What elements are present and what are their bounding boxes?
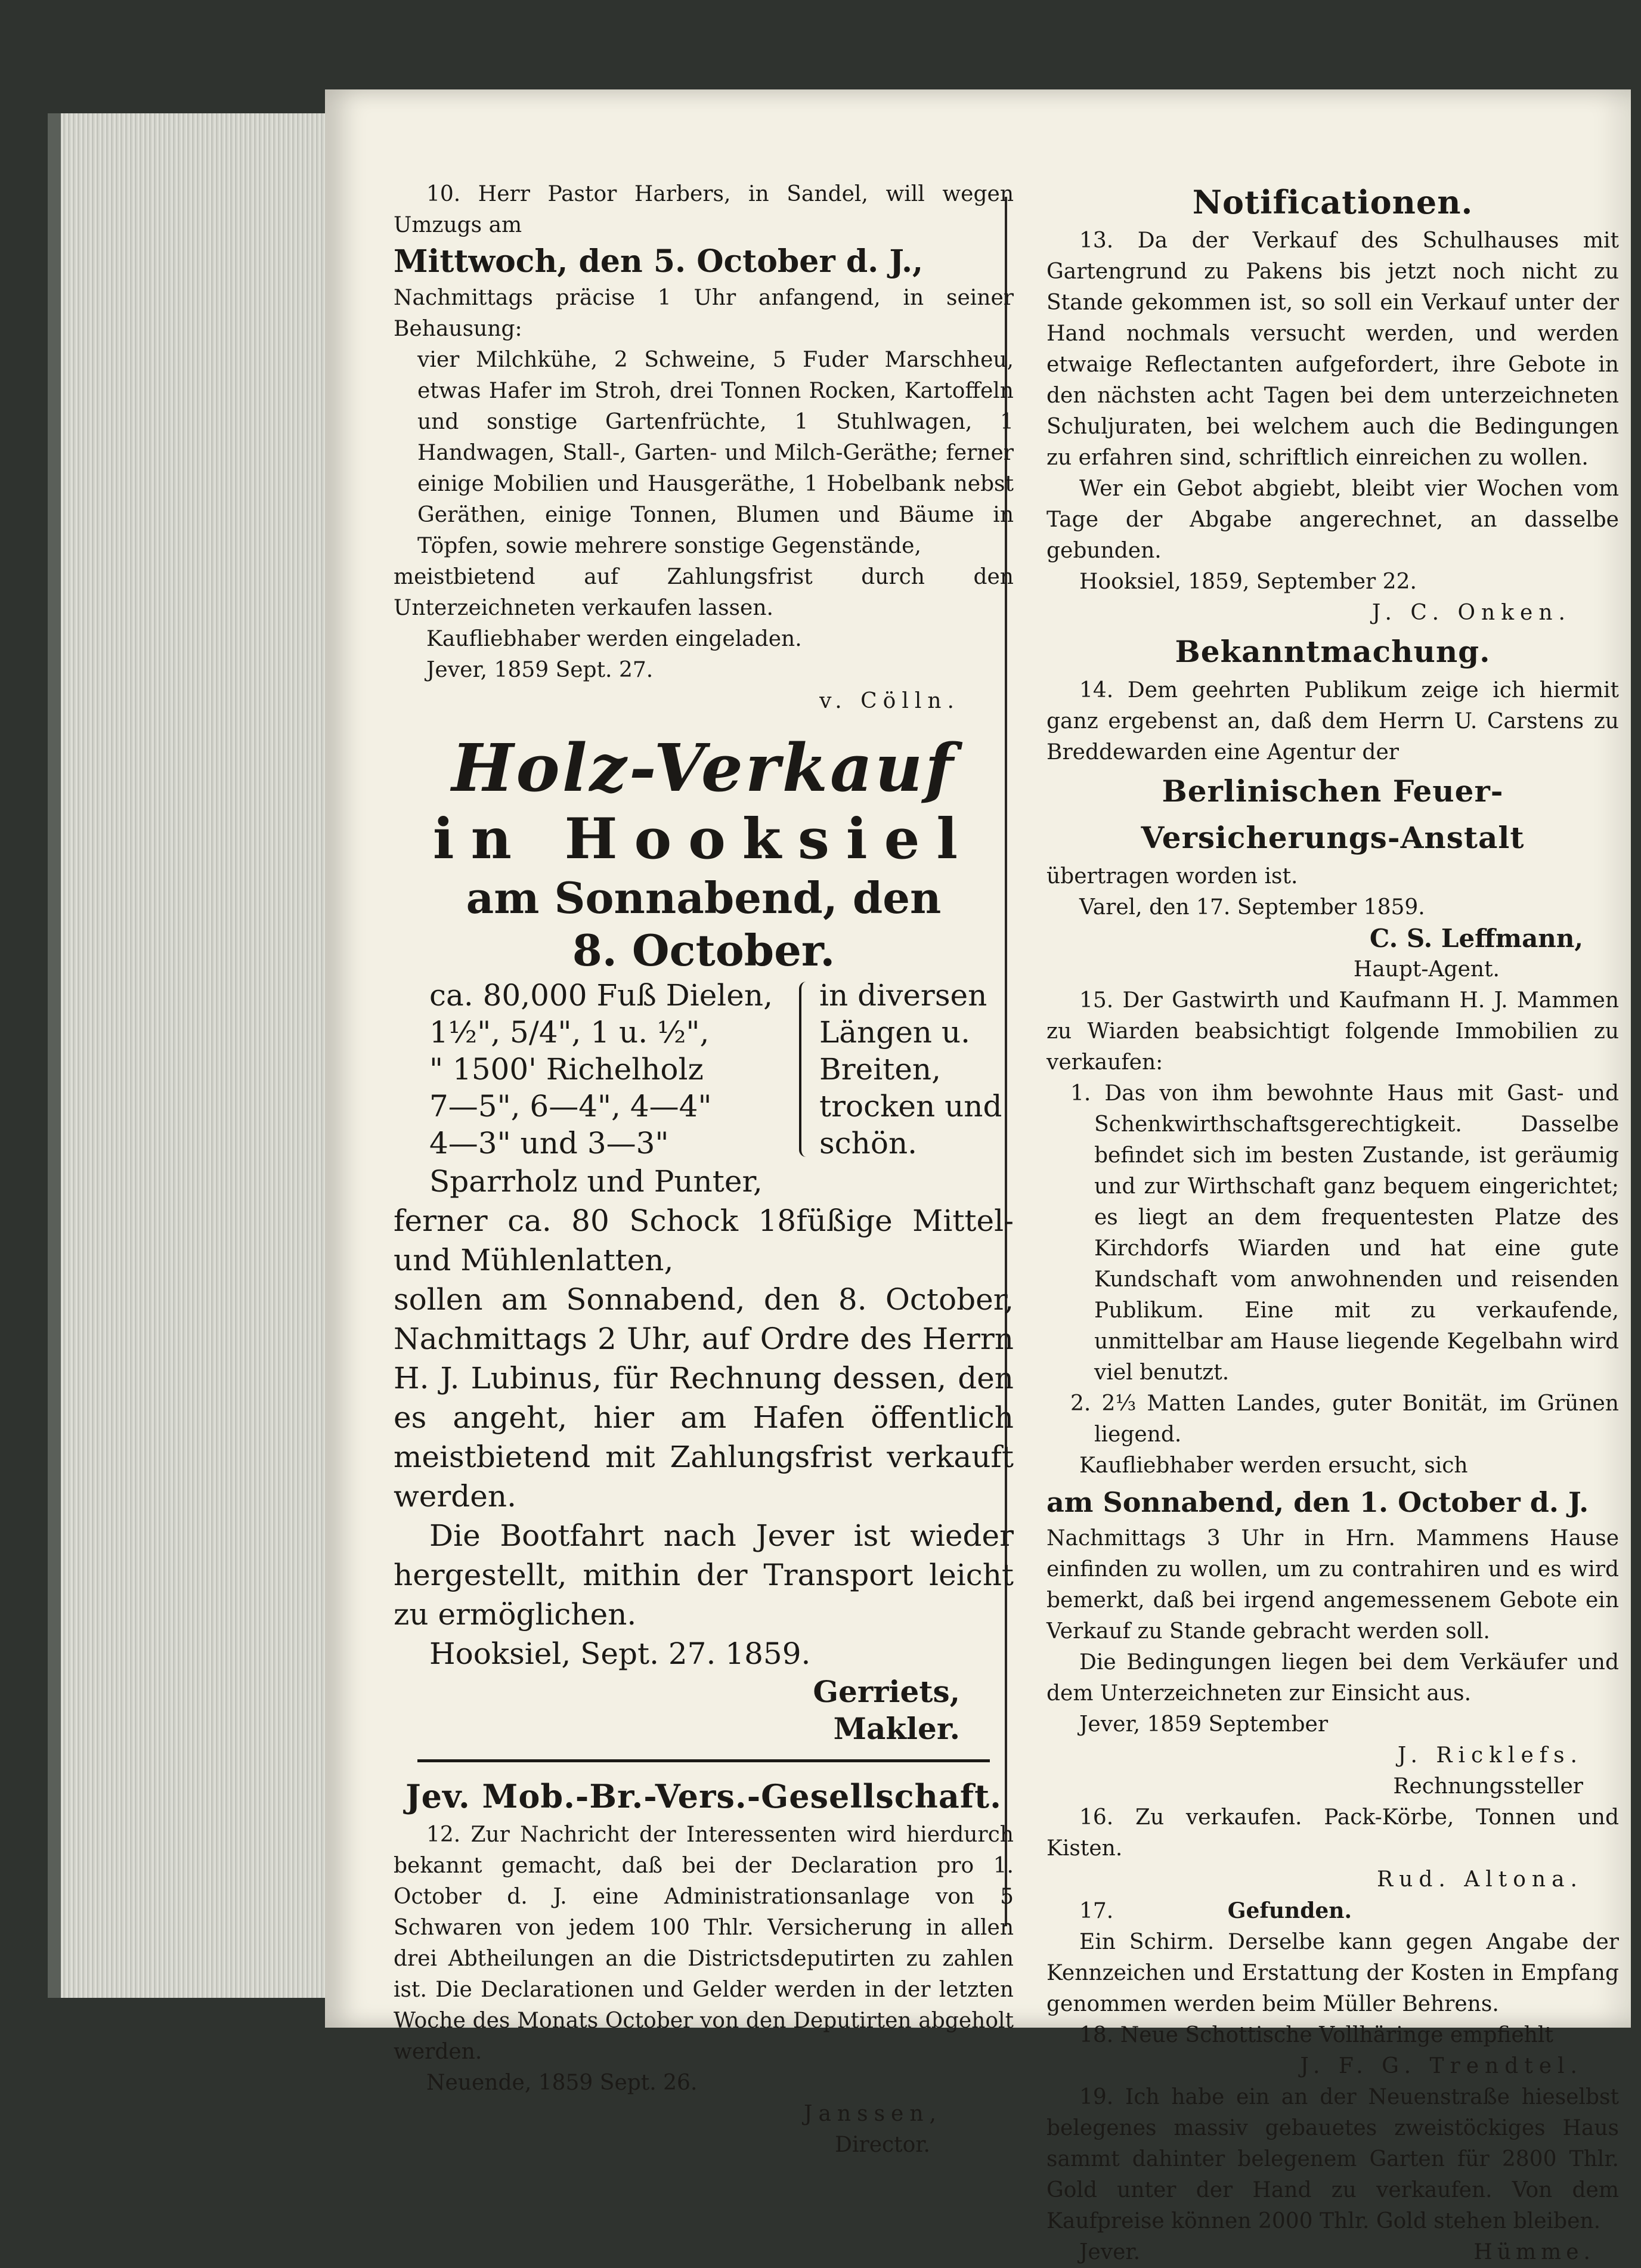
notice-16-body: 16. Zu verkaufen. Pack-Körbe, Tonnen und Kisten. (1046, 1805, 1619, 1861)
book-page-edges (48, 113, 341, 1998)
timber-text-3: sollen am Sonnabend, den 8. October, Nachmittags 2 Uhr, auf Ordre des Herrn H. J. Lubinus, für Rechnung dessen, den es angeht, hier am Hafen öffentlich meistbietend mit Zahlungsfrist verkauft werden. (394, 1282, 1014, 1514)
notice-13-signature: J. C. Onken. (1371, 601, 1571, 625)
notice-13-place-date: Hooksiel, 1859, September 22. (1079, 570, 1417, 594)
timber-signature: Gerriets, (813, 1674, 960, 1709)
notice-15-text-2: Nachmittags 3 Uhr in Hrn. Mammens Hause einfinden zu wollen, um zu contrahiren und es wird bemerkt, daß bei irgend angemessenem Gebote ein Verkauf zu Stande gebracht werden soll. (1046, 1526, 1619, 1644)
notice-14 (1046, 629, 1619, 985)
notice-14-body: 14. Dem geehrten Publikum zeige ich hiermit ganz ergebenst an, daß dem Herrn U. Carstens zu Breddewarden eine Agentur der (1046, 678, 1619, 765)
timber-item: ca. 80,000 Fuß Dielen, (429, 978, 773, 1013)
notice-10-text-2: meistbietend auf Zahlungsfrist durch den Unterzeichneten verkaufen lassen. (394, 565, 1014, 620)
timber-desc: Längen u. (819, 1015, 971, 1050)
timber-sale-date: 8. October. (572, 925, 835, 976)
notice-10-intro: 10. Herr Pastor Harbers, in Sandel, will wegen Umzugs am (394, 182, 1014, 237)
right-column (1046, 179, 1619, 2268)
notice-13-body: 13. Da der Verkauf des Schulhauses mit Gartengrund zu Pakens bis jetzt noch nicht zu Stande gekommen ist, so soll ein Verkauf unter der Hand nochmals versucht werden, und werden etwaige Reflectanten aufgefordert, ihre Gebote in den nächsten acht Tagen bei dem unterzeichneten Schuljuraten, bei welchem auch die Bedingungen zu erfahren sind, schriftlich einreichen zu wollen. (1046, 228, 1619, 470)
notice-10-date: Mittwoch, den 5. October d. J., (394, 243, 924, 280)
notice-12-signature: Janssen, (804, 2102, 942, 2126)
notice-10-place-date: Jever, 1859 Sept. 27. (426, 658, 654, 682)
notice-16 (1046, 1802, 1619, 1895)
notice-13-text-2: Wer ein Gebot abgiebt, bleibt vier Wochen vom Tage der Abgabe angerechnet, an dasselbe gebunden. (1046, 477, 1619, 563)
notice-19-footer (1046, 2237, 1619, 2268)
timber-desc: Breiten, (819, 1052, 942, 1087)
notice-17-header (1046, 1895, 1619, 1927)
notice-14-text-2: übertragen worden ist. (1046, 864, 1298, 889)
left-column (394, 179, 1014, 2161)
notice-15-intro: 15. Der Gastwirth und Kaufmann H. J. Mammen zu Wiarden beabsichtigt folgende Immobilien zu verkaufen: (1046, 988, 1619, 1075)
notice-15 (1046, 985, 1619, 1802)
notice-18 (1046, 2020, 1619, 2082)
notice-12-heading: Jev. Mob.-Br.-Vers.-Gesellschaft. (405, 1777, 1002, 1815)
notice-10-text: Nachmittags präcise 1 Uhr anfangend, in seiner Behausung: (394, 286, 1014, 341)
curly-brace (799, 982, 813, 1157)
notice-10-signature: v. Cölln. (819, 689, 960, 713)
notice-14-signature: C. S. Leffmann, (1369, 924, 1583, 953)
timber-sale-day: am Sonnabend, den (466, 872, 942, 923)
notice-15-place-date: Jever, 1859 September (1079, 1712, 1329, 1737)
notice-15-date: am Sonnabend, den 1. October d. J. (1046, 1486, 1589, 1518)
timber-desc: trocken und (819, 1089, 1002, 1124)
notice-17-heading: Gefunden. (1227, 1898, 1352, 1923)
newspaper-page (325, 89, 1631, 2264)
notice-18-signature: J. F. G. Trendtel. (1300, 2054, 1583, 2078)
timber-desc: schön. (819, 1126, 918, 1161)
timber-place-date: Hooksiel, Sept. 27. 1859. (429, 1636, 811, 1671)
notice-10-items: vier Milchkühe, 2 Schweine, 5 Fuder Marschheu, etwas Hafer im Stroh, drei Tonnen Rocken, Kartoffeln und sonstige Gartenfrüchte, 1 Stuhlwagen, 1 Handwagen, Stall-, Garten- und Milch-Geräthe; ferner einige Mobilien und Hausgeräthe, 1 Hobelbank nebst Geräthen, einige Tonnen, Blumen und Bäume in Töpfen, sowie mehrere sonstige Gegenstände, (417, 348, 1014, 558)
timber-item: 7—5", 6—4", 4—4" (429, 1089, 712, 1124)
notice-12-body: 12. Zur Nachricht der Interessenten wird hierdurch bekannt gemacht, daß bei der Declaration pro 1. October d. J. eine Administrationsanlage von 5 Schwaren von jedem 100 Thlr. Versicherung in allen drei Abtheilungen an die Districtsdeputirten zu zahlen ist. Die Declarationen und Gelder werden in der letzten Woche des Monats October von den Deputirten abgeholt werden. (394, 1823, 1014, 2064)
timber-desc: in diversen (819, 978, 987, 1013)
timber-sale-title: Holz-Verkauf (451, 729, 956, 806)
notice-14-signature-title: Haupt-Agent. (1353, 957, 1500, 982)
notice-15-signature-title: Rechnungssteller (1393, 1774, 1583, 1799)
notice-12-place-date: Neuende, 1859 Sept. 26. (426, 2071, 698, 2095)
timber-item: 4—3" und 3—3" (429, 1126, 669, 1161)
timber-text-1: Sparrholz und Punter, (429, 1164, 763, 1199)
notice-17-number: 17. (1079, 1899, 1114, 1923)
notice-19-body: 19. Ich habe ein an der Neuenstraße hieselbst belegenes massiv gebauetes zweistöckiges Haus sammt dahinter belegenem Garten für 2800 Thlr. Gold unter der Hand zu verkaufen. Von dem Kaufpreise können 2000 Thlr. Gold stehen bleiben. (1046, 2085, 1619, 2233)
notice-17 (1046, 1895, 1619, 2020)
notice-13 (1046, 225, 1619, 629)
timber-sale-place: in Hooksiel (432, 806, 975, 872)
timber-signature-title: Makler. (833, 1711, 960, 1746)
timber-text-2: ferner ca. 80 Schock 18füßige Mittel- und Mühlenlatten, (394, 1203, 1014, 1277)
notice-15-text-1: Kaufliebhaber werden ersucht, sich (1079, 1453, 1468, 1478)
timber-item: 1½", 5/4", 1 u. ½", (429, 1015, 710, 1050)
notice-10-text-3: Kaufliebhaber werden eingeladen. (426, 627, 802, 651)
notice-11-timber-sale (394, 730, 1014, 1747)
notice-15-text-3: Die Bedingungen liegen bei dem Verkäufer und dem Unterzeichneten zur Einsicht aus. (1046, 1650, 1619, 1706)
notice-16-signature: Rud. Altona. (1377, 1867, 1583, 1892)
timber-list (394, 977, 1014, 1162)
notice-15-signature: J. Ricklefs. (1397, 1743, 1583, 1768)
notice-14-company: Berlinischen Feuer-Versicherungs-Anstalt (1141, 773, 1525, 855)
timber-list-description (819, 977, 1014, 1162)
notice-12-signature-title: Director. (835, 2133, 930, 2157)
notice-19 (1046, 2082, 1619, 2268)
timber-item: " 1500' Richelholz (429, 1052, 704, 1087)
notice-17-body: Ein Schirm. Derselbe kann gegen Angabe der Kennzeichen und Erstattung der Kosten in Empfang genommen werden beim Müller Behrens. (1046, 1930, 1619, 2016)
notice-10 (394, 179, 1014, 717)
notice-18-body: 18. Neue Schottische Vollhäringe empfiehlt (1079, 2023, 1553, 2047)
timber-list-items (429, 977, 799, 1162)
section-rule (417, 1759, 990, 1762)
timber-text-4: Die Bootfahrt nach Jever ist wieder hergestellt, mithin der Transport leicht zu ermöglichen. (394, 1518, 1014, 1632)
notice-14-heading: Bekanntmachung. (1175, 634, 1491, 669)
notice-19-signature: Hümme. (1473, 2240, 1595, 2264)
notice-19-place: Jever. (1079, 2240, 1141, 2264)
notice-12 (394, 1773, 1014, 2161)
notifications-heading: Notificationen. (1192, 183, 1473, 221)
notice-15-item-1: 1. Das von ihm bewohnte Haus mit Gast- und Schenkwirthschaftsgerechtigkeit. Dasselbe befindet sich im besten Zustande, ist geräumig und zur Wirthschaft ganz bequem eingerichtet; es liegt an dem frequentesten Platze des Kirchdorfs Wiarden und hat eine gute Kundschaft vom anwohnenden und reisenden Publikum. Eine mit zu verkaufende, unmittelbar am Hause liegende Kegelbahn wird viel benutzt. (1070, 1081, 1619, 1385)
notice-14-place-date: Varel, den 17. September 1859. (1079, 895, 1425, 920)
notice-15-item-2: 2. 2⅓ Matten Landes, guter Bonität, im Grünen liegend. (1070, 1391, 1619, 1447)
